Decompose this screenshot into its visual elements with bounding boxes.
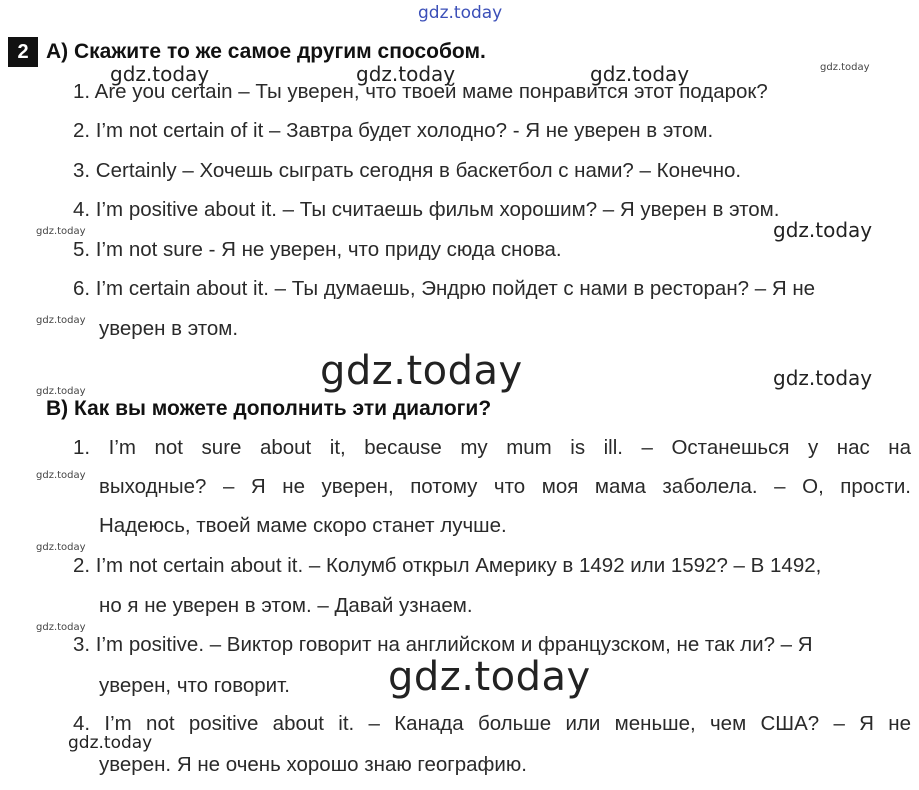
section-a-line-3: 3. Certainly – Хочешь сыграть сегодня в баскетбол с нами? – Конечно. <box>73 159 742 182</box>
section-a-line-5: 5. I’m not sure - Я не уверен, что приду сюда снова. <box>73 238 562 261</box>
section-b-line-3: 3. I’m positive. – Виктор говорит на английском и французском, не так ли? – Я <box>73 633 813 656</box>
section-b-heading: B) Как вы можете дополнить эти диалоги? <box>46 397 492 420</box>
watermark: gdz.today <box>773 218 873 242</box>
watermark: gdz.today <box>356 62 456 86</box>
watermark: gdz.today <box>110 62 210 86</box>
watermark: gdz.today <box>773 366 873 390</box>
watermark: gdz.today <box>590 62 690 86</box>
watermark: gdz.today <box>36 542 86 553</box>
watermark: gdz.today <box>36 470 86 481</box>
watermark: gdz.today <box>820 62 870 73</box>
section-b-line-4-cont: уверен. Я не очень хорошо знаю географию. <box>99 753 527 776</box>
section-b-line-2-cont: но я не уверен в этом. – Давай узнаем. <box>99 594 473 617</box>
section-b-line-3-cont: уверен, что говорит. <box>99 674 290 697</box>
watermark: gdz.today <box>36 386 86 397</box>
watermark-large: gdz.today <box>320 348 523 394</box>
section-b-line-2: 2. I’m not certain about it. – Колумб открыл Америку в 1492 или 1592? – В 1492, <box>73 554 822 577</box>
watermark: gdz.today <box>68 733 153 753</box>
section-a-line-6-cont: уверен в этом. <box>99 317 239 340</box>
section-b-line-1-cont: выходные? – Я не уверен, потому что моя мама заболела. – О, прости. <box>99 475 911 498</box>
watermark-top: gdz.today <box>418 3 503 23</box>
watermark-large: gdz.today <box>388 654 591 700</box>
section-b-line-1: 1. I’m not sure about it, because my mum is ill. – Останешься у нас на <box>73 436 911 459</box>
section-b-line-1-cont2: Надеюсь, твоей маме скоро станет лучше. <box>99 514 507 537</box>
section-a-line-1: 1. Are you certain – Ты уверен, что твоей маме понравится этот подарок? <box>73 80 768 103</box>
section-a-heading: A) Скажите то же самое другим способом. <box>46 40 486 63</box>
section-a-line-6: 6. I’m certain about it. – Ты думаешь, Эндрю пойдет с нами в ресторан? – Я не <box>73 277 816 300</box>
watermark: gdz.today <box>36 226 86 237</box>
task-number-badge: 2 <box>8 37 38 67</box>
watermark: gdz.today <box>36 315 86 326</box>
section-a-line-2: 2. I’m not certain of it – Завтра будет холодно? - Я не уверен в этом. <box>73 119 714 142</box>
watermark: gdz.today <box>36 622 86 633</box>
section-b-line-4: 4. I’m not positive about it. – Канада больше или меньше, чем США? – Я не <box>73 712 911 735</box>
section-a-line-4: 4. I’m positive about it. – Ты считаешь фильм хорошим? – Я уверен в этом. <box>73 198 780 221</box>
